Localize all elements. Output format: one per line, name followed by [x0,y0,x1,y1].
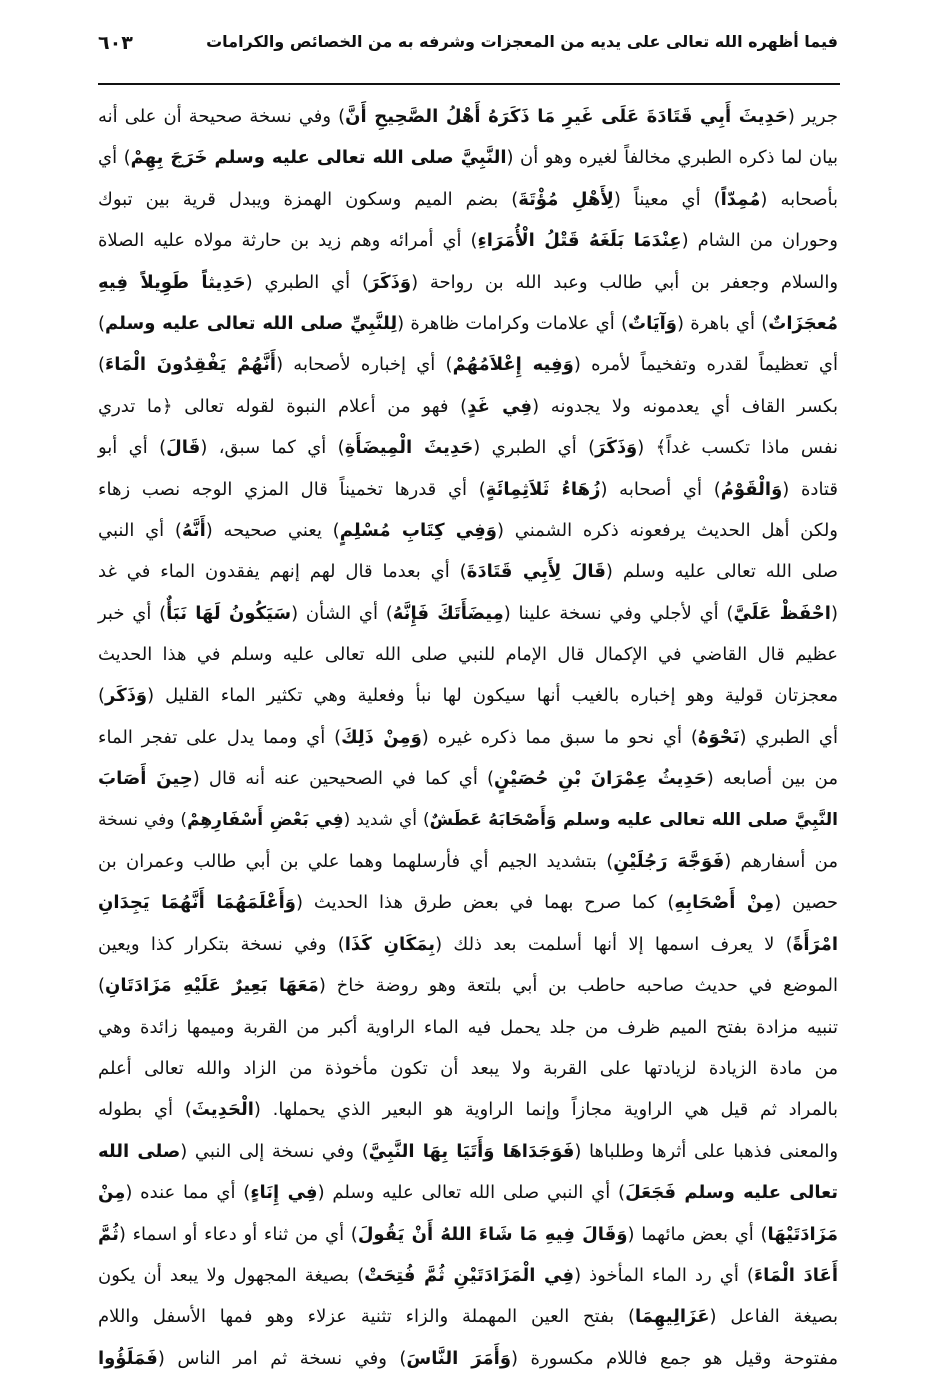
text-line: معجزتان قولية وهو إخباره بالغيب أنها سيكون لها نبأ وفعلية وهي تكثير الماء القليل (وَذَكَر) [98,685,838,707]
matn-text: تعالى عليه وسلم فَجَعَلَ [625,1182,839,1204]
page-number: ٦٠٣ [98,32,133,54]
matn-text: أَنَّهُمْ يَفْقِدُونَ الْمَاءَ [105,354,277,376]
matn-text: حِينَ أَصَابَ [98,768,193,790]
text-line: حصين (مِنْ أَصْحَابِهِ) كما صرح بهما في بعض طرق هذا الحديث (وَأَعْلَمَهُمَا أَنَّهُمَا يَجِدَانِ [98,892,838,914]
matn-text: وَقَالَ فِيهِ مَا شَاءَ اللهُ أَنْ يَقُولَ [357,1223,628,1245]
page-body-text [98,96,838,1379]
running-title: فيما أظهره الله تعالى على يديه من المعجزات وشرفه به من الخصائص والكرامات [206,32,838,51]
matn-text: صلى الله [98,1140,181,1162]
matn-text: وَأَعْلَمَهُمَا أَنَّهُمَا يَجِدَانِ [98,892,296,914]
text-line: بأصحابه (مُمِدّاً) أي معيناً (لِأَهْلِ مُؤْتَةَ) بضم الميم وسكون الهمزة ويبدل قرية بين تبوك [98,188,838,210]
matn-text: سَيَكُونُ لَهَا نَبَأٌ [166,602,292,624]
matn-text: وَمِنْ ذَلِكَ [341,726,422,748]
matn-text: حَدِيثُ عِمْرَانَ بْنِ حُصَيْنٍ [494,768,707,790]
matn-text: الْحَدِيثَ [191,1099,254,1121]
matn-text: نَحْوَهُ [697,726,740,748]
text-line: بالمراد ثم قيل هي الراوية مجازاً وإنما الراوية هو البعير الذي يحملها. (الْحَدِيثَ) أي بطوله [98,1099,838,1121]
text-line: مُعجَزَاتٌ) أي باهرة (وَآيَاتٌ) أي علامات وكرامات ظاهرة (لِلنَّبِيِّ صلى الله تعالى عليه وسلم) [98,312,839,334]
text-line: من بين أصابعه (حَدِيثُ عِمْرَانَ بْنِ حُصَيْنٍ) أي كما في الصحيحين عنه أنه قال (حِينَ أَصَابَ [98,768,839,790]
matn-text: حَدِيثَ الْمِيضَأَةِ [344,437,474,459]
text-line: جرير (حَدِيثَ أَبِي قَتَادَةَ عَلَى غَيرِ مَا ذَكَرَهُ أَهْلُ الصَّحِيحِ أَنَّ) وفي نسخة صحيحة أن على أنه [98,106,838,127]
text-line: النَّبِيَّ صلى الله تعالى عليه وسلم وَأَصْحَابَهُ عَطَشٌ) أي شديد (فِي بَعْضِ أَسْفَارِهِمْ) وفي نسخة [98,809,838,830]
text-line: عظيم قال القاضي في الإكمال قال الإمام للنبي صلى الله تعالى عليه وسلم في هذا الحديث [98,644,838,666]
text-line: من أسفارهم (فَوَجَّهَ رَجُلَيْنِ) بتشديد الجيم أي فأرسلهما وهما علي بن أبي طالب وعمران بن [98,851,838,873]
text-line: (احْفَظْ عَلَيَّ) أي لأجلي وفي نسخة علينا (مِيضَأَتَكَ فَإِنَّهُ) أي الشأن (سَيَكُونُ لَهَا نَبَأٌ) أي خبر [98,602,838,624]
text-line: والمعنى فذهبا على أثرها وطلباها (فَوَجَدَاهَا وَأَتَيَا بِهَا النَّبِيَّ) وفي نسخة إلى النبي (صلى الله [98,1140,839,1162]
header-rule [98,83,840,85]
text-line: تنبيه مزادة بفتح الميم ظرف من جلد يحمل فيه الماء الراوية أكبر من القربة وميمها زائدة وهي [98,1016,838,1038]
matn-text: وَالْقَوْمُ [720,478,783,500]
running-header [98,26,838,66]
text-line: أَعَادَ الْمَاءَ) أي رد الماء المأخوذ (فِي الْمَزَادَتَيْنِ ثُمَّ فُتِحَتْ) بصيغة المجهول ولا يبعد أن يكون [98,1264,838,1286]
matn-text: أَنَّهُ [181,519,206,541]
matn-text: احْفَظْ عَلَيَّ [733,602,831,624]
text-line: أي تعظيماً لقدره وتفخيماً لأمره (وَفِيه إِعْلاَمُهُمْ) أي إخباره لأصحابه (أَنَّهُمْ يَفْقِدُونَ الْمَاءَ) [98,354,838,376]
text-line: قتادة (وَالْقَوْمُ) أي أصحابه (زُهَاءُ ثَلاَثِمِائَةٍ) أي قدرها تخميناً قال المزي الوجه نصب زهاء [98,478,838,500]
matn-text: بِمَكَانِ كَذَا [344,933,436,955]
matn-text: فَوَجَّهَ رَجُلَيْنِ [613,851,725,873]
matn-text: عَزَالِيهِمَا [635,1306,710,1328]
matn-text: فِي الْمَزَادَتَيْنِ ثُمَّ فُتِحَتْ [364,1264,575,1286]
text-line: صلى الله تعالى عليه وسلم (قَالَ لِأَبِي قَتَادَةَ) أي بعدما قال لهم إنهم يفقدون الماء في غد [98,561,839,583]
text-line: بصيغة الفاعل (عَزَالِيهِمَا) بفتح العين المهملة والزاء تثنية عزلاء وهو فمها الأسفل واللام [98,1306,838,1328]
matn-text: وَأَمَرَ النَّاسَ [406,1347,512,1369]
matn-text: فِي بَعْضِ أَسْفَارِهِمْ [187,809,344,830]
text-line: أي الطبري (نَحْوَهُ) أي نحو ما سبق مما ذكره غيره (وَمِنْ ذَلِكَ) أي ومما يدل على تفجر الماء [98,726,838,748]
matn-text: مِيضَأَتَكَ فَإِنَّهُ [392,602,504,624]
matn-text: النَّبِيَّ صلى الله تعالى عليه وسلم وَأَصْحَابَهُ عَطَشٌ [429,809,838,830]
matn-text: لِلنَّبِيِّ صلى الله تعالى عليه وسلم [105,312,398,334]
matn-text: لِأَهْلِ مُؤْتَةَ [518,188,614,210]
matn-text: أَعَادَ الْمَاءَ [753,1264,838,1286]
matn-text: وَفِي كِتَابِ مُسْلِمٍ [339,519,497,541]
matn-text: قَالَ [166,437,201,459]
text-line: بكسر القاف أي يعدمونه ولا يجدونه (فِي غَدٍ) فهو من أعلام النبوة لقوله تعالى ﴿ما تدري [98,395,838,417]
matn-text: حَدِيثَ أَبِي قَتَادَةَ عَلَى غَيرِ مَا ذَكَرَهُ أَهْلُ الصَّحِيحِ أَنَّ [345,106,788,127]
text-line: نفس ماذا تكسب غداً﴾ (وَذَكَرَ) أي الطبري (حَدِيثَ الْمِيضَأَةِ) أي كما سبق، (قَالَ) أي أبو [98,437,838,459]
matn-text: النَّبِيَّ صلى الله تعالى عليه وسلم خَرَجَ بِهِمْ [130,147,507,169]
matn-text: فِي غَدٍ [467,395,533,417]
matn-text: فِي إِنَاءٍ [250,1182,318,1204]
text-line: الموضع في حديث صاحبه حاطب بن أبي بلتعة وهو روضة خاخ (مَعَهَا بَعِيرٌ عَلَيْهِ مَزَادَتَانِ) [98,975,839,997]
matn-text: وَآيَاتٌ [628,312,677,334]
matn-text: وَذَكَرَ [595,437,638,459]
text-line: مفتوحة وقيل هو جمع فاللام مكسورة (وَأَمَرَ النَّاسَ) وفي نسخة ثم امر الناس (فَمَلَؤُوا [98,1347,838,1369]
text-line: ولكن أهل الحديث يرفعونه ذكره الشمني (وَفِي كِتَابِ مُسْلِمٍ) يعني صحيحه (أَنَّهُ) أي النبي [98,519,839,541]
matn-text: ثُمَّ [98,1223,119,1245]
matn-text: وَفِيه إِعْلاَمُهُمْ [452,354,574,376]
matn-text: مُعجَزَاتٌ [768,312,839,334]
text-line: تعالى عليه وسلم فَجَعَلَ) أي النبي صلى الله تعالى عليه وسلم (فِي إِنَاءٍ) أي مما عنده (مِنْ [98,1182,839,1204]
matn-text: قَالَ لِأَبِي قَتَادَةَ [466,561,606,583]
matn-text: امْرَأَةً [792,933,839,955]
text-line: والسلام وجعفر بن أبي طالب وعبد الله بن رواحة (وَذَكَرَ) أي الطبري (حَدِيثاً طَوِيلاً فِيهِ [98,271,839,293]
matn-text: مِنْ [98,1182,126,1204]
matn-text: مَزَادَتَيْهَا [767,1223,839,1245]
matn-text: وَذَكَرَ [368,271,412,293]
text-line: امْرَأَةً) لا يعرف اسمها إلا أنها أسلمت بعد ذلك (بِمَكَانِ كَذَا) وفي نسخة بتكرار كذا ويعين [98,933,839,955]
matn-text: فَوَجَدَاهَا وَأَتَيَا بِهَا النَّبِيَّ [368,1140,575,1162]
matn-text: وَذَكَر [105,685,148,707]
text-line: بيان لما ذكره الطبري مخالفاً لغيره وهو أن (النَّبِيَّ صلى الله تعالى عليه وسلم خَرَجَ بِهِمْ) أي [98,147,839,169]
text-line: وحوران من الشام (عِنْدَمَا بَلَغَهُ قَتْلُ الْأُمَرَاءِ) أي أمرائه وهم زيد بن حارثة مولاه عليه الصلاة [98,230,838,252]
matn-text: فَمَلَؤُوا [98,1347,158,1369]
text-line: من مادة الزيادة لزيادتها على القربة ولا يبعد أن تكون مأخوذة من الزاد والله تعالى أعلم [98,1057,838,1079]
matn-text: مَعَهَا بَعِيرٌ عَلَيْهِ مَزَادَتَانِ [105,975,319,997]
matn-text: مِنْ أَصْحَابِهِ [674,892,775,914]
text-line: مَزَادَتَيْهَا) أي بعض مائهما (وَقَالَ فِيهِ مَا شَاءَ اللهُ أَنْ يَقُولَ) أي من ثناء أو دعاء أو اسماء (ثُمَّ [98,1223,839,1245]
matn-text: حَدِيثاً طَوِيلاً فِيهِ [98,271,246,293]
matn-text: مُمِدّاً [720,188,761,210]
matn-text: زُهَاءُ ثَلاَثِمِائَةٍ [485,478,601,500]
matn-text: عِنْدَمَا بَلَغَهُ قَتْلُ الْأُمَرَاءِ [477,230,682,252]
